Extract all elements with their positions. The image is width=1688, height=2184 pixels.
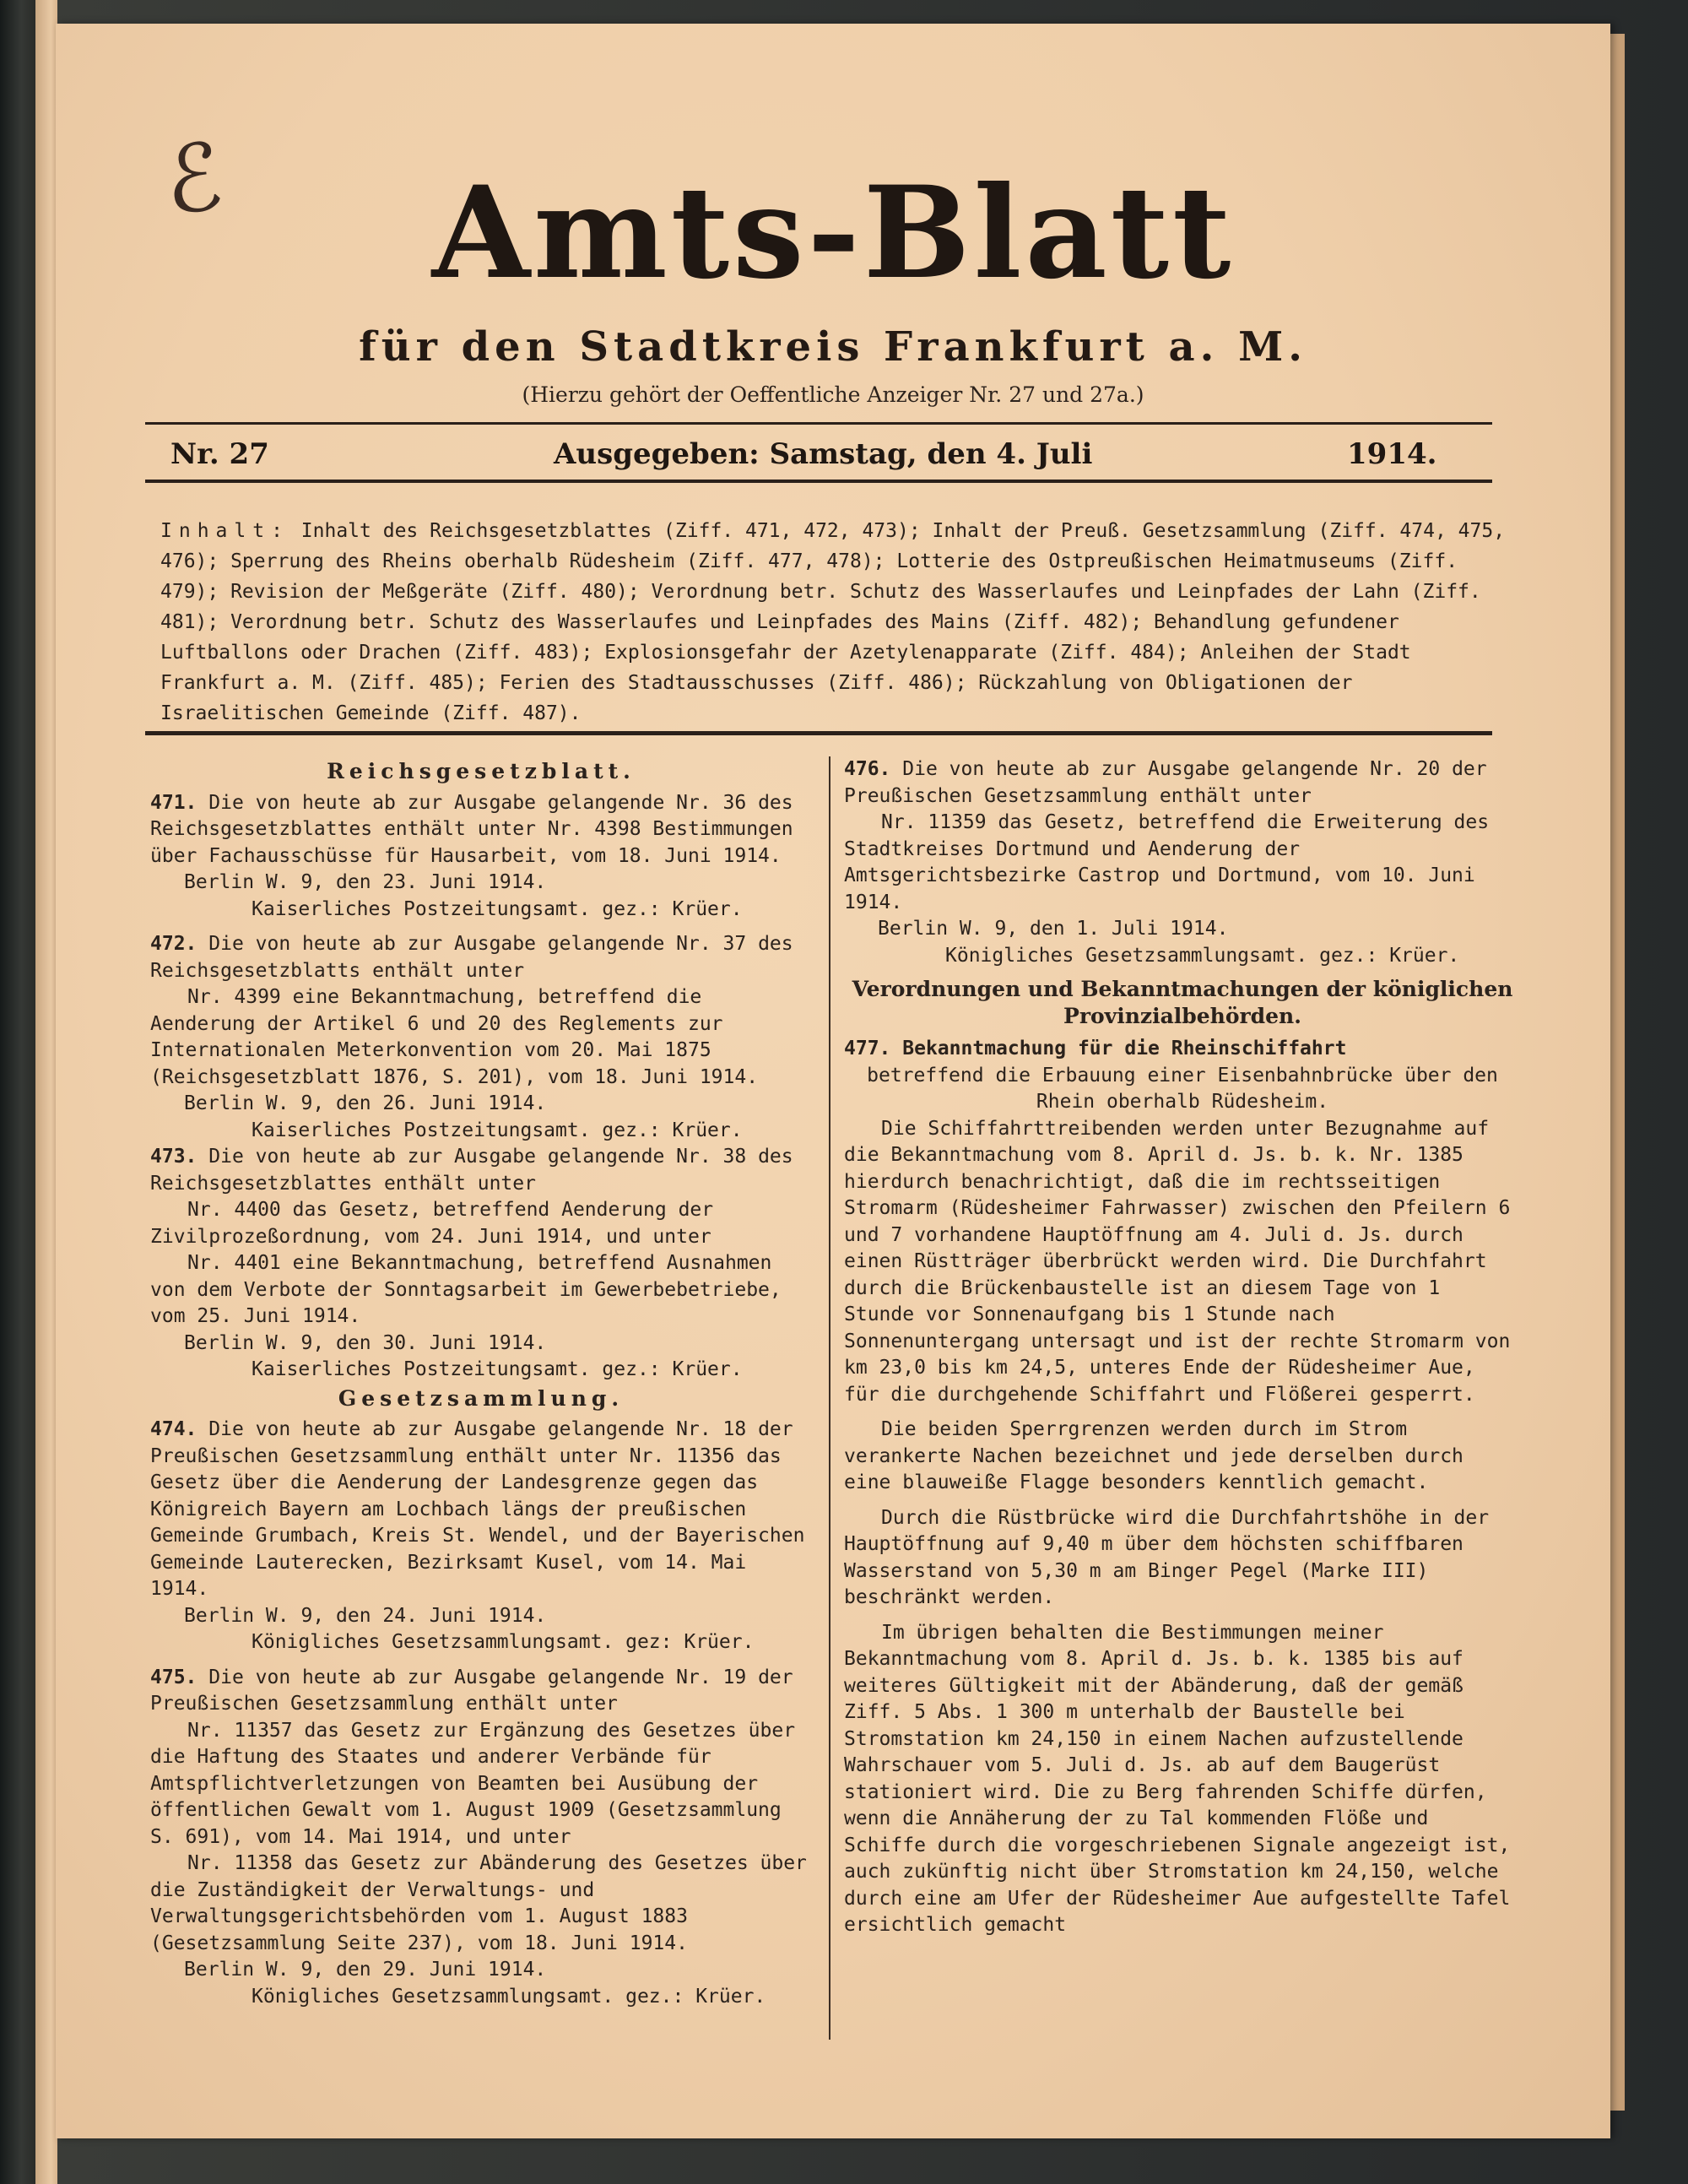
item-text: Die von heute ab zur Ausgabe gelangende Nr. 18 der Preußischen Gesetzsammlung enthält unter Nr. 11356 das Gesetz über die Aenderung der Landesgrenze gegen das Königreich Bayern am Lochbach längs der preußischen Gemeinde Grumbach, Kreis St. Wendel, und der Bayerischen Gemeinde Lauterecken, Bezirksamt Kusel, vom 14. Mai 1914. bbox=[150, 1418, 805, 1600]
item-text: Nr. 4400 das Gesetz, betreffend Aenderung der Zivilprozeßordnung, vom 24. Juni 1914, und unter bbox=[150, 1199, 714, 1248]
item-signature: Kaiserliches Postzeitungsamt. gez.: Krüer. bbox=[252, 897, 743, 920]
item-signature: Kaiserliches Postzeitungsamt. gez.: Krüer. bbox=[252, 1358, 743, 1380]
toc-text: Inhalt des Reichsgesetzblattes (Ziff. 471, 472, 473); Inhalt der Preuß. Gesetzsammlung (Ziff. 474, 475, 476); Sperrung des Rheins oberhalb Rüdesheim (Ziff. 477, 478); Lotterie des Ostpreußischen Heimatmuseums (Ziff. 479); Revision der Meßgeräte (Ziff. 480); Verordnung betr. Schutz des Wasserlaufes und Leinpfades der Lahn (Ziff. 481); Verordnung betr. Schutz des Wasserlaufes und Leinpfades des Mains (Ziff. 482); Behandlung gefundener Luftballons oder Drachen (Ziff. 483); Explosionsgefahr der Azetylenapparate (Ziff. 484); Anleihen der Stadt Frankfurt a. M. (Ziff. 485); Ferien des Stadtausschusses (Ziff. 486); Rückzahlung von Obligationen der Israelitischen Gemeinde (Ziff. 487). bbox=[160, 520, 1506, 724]
item-number: 476. bbox=[844, 758, 891, 780]
right-column bbox=[844, 756, 1521, 1939]
item-text: Die von heute ab zur Ausgabe gelangende Nr. 36 des Reichsgesetzblattes enthält unter Nr. 4398 Bestimmungen über Fachausschüsse für Hausarbeit, vom 18. Juni 1914. bbox=[150, 791, 793, 867]
item-text: Die von heute ab zur Ausgabe gelangende Nr. 37 des Reichsgesetzblatts enthält unter bbox=[150, 933, 793, 982]
item-paragraph: Durch die Rüstbrücke wird die Durchfahrtshöhe in der Hauptöffnung auf 9,40 m über dem höchsten schiffbaren Wasserstand von 5,30 m am Binger Pegel (Marke III) beschränkt werden. bbox=[844, 1506, 1490, 1608]
handwritten-mark: ℰ bbox=[160, 122, 228, 236]
column-divider bbox=[829, 756, 830, 2040]
item-number: 475. bbox=[150, 1666, 197, 1688]
item-place: Berlin W. 9, den 24. Juni 1914. bbox=[184, 1604, 547, 1627]
masthead-note: (Hierzu gehört der Oeffentliche Anzeiger Nr. 27 und 27a.) bbox=[522, 382, 1144, 407]
item-place: Berlin W. 9, den 26. Juni 1914. bbox=[184, 1092, 547, 1114]
toc-label: Inhalt: bbox=[160, 520, 289, 542]
item-text: Nr. 11358 das Gesetz zur Abänderung des Gesetzes über die Zuständigkeit der Verwaltungs- und Verwaltungsgerichtsbehörden vom 1. August 1883 (Gesetzsammlung Seite 237), vom 18. Juni 1914. bbox=[150, 1852, 807, 1954]
item-number: 472. bbox=[150, 933, 197, 955]
book-spine bbox=[0, 0, 35, 2184]
item-place: Berlin W. 9, den 30. Juni 1914. bbox=[184, 1331, 547, 1354]
item-signature: Kaiserliches Postzeitungsamt. gez.: Krüer. bbox=[252, 1119, 743, 1141]
item-paragraph: Die Schiffahrttreibenden werden unter Bezugnahme auf die Bekanntmachung vom 8. April d. Js. b. k. Nr. 1385 hierdurch benachrichtigt, daß die im rechtsseitigen Stromarm (Rüdesheimer Fahrwasser) zwischen den Pfeilern 6 und 7 vorhandene Hauptöffnung am 4. Juli d. Js. durch einen Rüstträger überbrückt werden wird. Die Durchfahrt durch die Brückenbaustelle ist an diesem Tage von 1 Stunde vor Sonnenaufgang bis 1 Stunde nach Sonnenuntergang untersagt und ist der rechte Stromarm von km 23,0 bis km 24,5, unteres Ende der Rüdesheimer Aue, für die durchgehende Schiffahrt und Flößerei gesperrt. bbox=[844, 1117, 1511, 1406]
rule-toc-bottom bbox=[145, 731, 1492, 735]
masthead-title: Amts-Blatt bbox=[431, 159, 1235, 307]
item-subtitle: betreffend die Erbauung einer Eisenbahnbrücke über den Rhein oberhalb Rüdesheim. bbox=[867, 1064, 1498, 1113]
item-place: Berlin W. 9, den 29. Juni 1914. bbox=[184, 1959, 547, 1981]
page-edge-left bbox=[35, 0, 57, 2184]
rule-top bbox=[145, 422, 1492, 425]
item-number: 473. bbox=[150, 1146, 197, 1168]
item-text: Nr. 4401 eine Bekanntmachung, betreffend Ausnahmen von dem Verbote der Sonntagsarbeit im Gewerbebetriebe, vom 25. Juni 1914. bbox=[150, 1252, 782, 1327]
item-number: 474. bbox=[150, 1418, 197, 1440]
issue-year: 1914. bbox=[1347, 437, 1437, 471]
section-heading: Verordnungen und Bekanntmachungen der königlichen Provinzialbehörden. bbox=[852, 977, 1513, 1028]
item-number: 477. bbox=[844, 1038, 891, 1059]
item-title: Bekanntmachung für die Rheinschiffahrt bbox=[902, 1038, 1347, 1059]
item-text: Die von heute ab zur Ausgabe gelangende Nr. 20 der Preußischen Gesetzsammlung enthält unter bbox=[844, 758, 1487, 807]
issue-date: Ausgegeben: Samstag, den 4. Juli bbox=[554, 437, 1093, 471]
item-text: Die von heute ab zur Ausgabe gelangende Nr. 19 der Preußischen Gesetzsammlung enthält unter bbox=[150, 1666, 793, 1715]
item-place: Berlin W. 9, den 1. Juli 1914. bbox=[878, 918, 1229, 940]
item-text: Die von heute ab zur Ausgabe gelangende Nr. 38 des Reichsgesetzblattes enthält unter bbox=[150, 1146, 793, 1195]
item-place: Berlin W. 9, den 23. Juni 1914. bbox=[184, 871, 547, 893]
item-text: Nr. 11357 das Gesetz zur Ergänzung des Gesetzes über die Haftung des Staates und anderer Verbände für Amtspflichtverletzungen von Beamten bei Ausübung der öffentlichen Gewalt vom 1. August 1909 (Gesetzsammlung S. 691), vom 14. Mai 1914, und unter bbox=[150, 1719, 796, 1848]
section-heading: Reichsgesetzblatt. bbox=[327, 759, 636, 783]
item-text: Nr. 11359 das Gesetz, betreffend die Erweiterung des Stadtkreises Dortmund und Aenderung der Amtsgerichtsbezirke Castrop und Dortmund, vom 10. Juni 1914. bbox=[844, 811, 1490, 913]
item-paragraph: Die beiden Sperrgrenzen werden durch im Strom verankerte Nachen bezeichnet und jede derselben durch eine blauweiße Flagge besonders kenntlich gemacht. bbox=[844, 1418, 1463, 1493]
section-heading: Gesetzsammlung. bbox=[338, 1385, 625, 1411]
item-number: 471. bbox=[150, 791, 197, 814]
rule-header-bottom bbox=[145, 480, 1492, 483]
item-signature: Königliches Gesetzsammlungsamt. gez.: Krüer. bbox=[252, 1985, 766, 2008]
table-of-contents bbox=[160, 516, 1511, 729]
item-paragraph: Im übrigen behalten die Bestimmungen meiner Bekanntmachung vom 8. April d. Js. b. k. 1385 bis auf weiteres Gültigkeit mit der Abänderung, daß der gemäß Ziff. 5 Abs. 1 300 m unterhalb der Baustelle bei Stromstation km 24,150 in einem Nachen aufzustellende Wahrschauer vom 5. Juli d. Js. ab auf dem Baugerüst stationiert wird. Die zu Berg fahrenden Schiffe dürfen, wenn die Annäherung der zu Tal kommenden Flöße und Schiffe durch die vorgeschriebenen Signale angezeigt ist, auch zukünftig nicht über Stromstation km 24,150, welche durch eine am Ufer der Rüdesheimer Aue aufgestellte Tafel ersichtlich gemacht bbox=[844, 1621, 1511, 1936]
left-column bbox=[150, 756, 812, 2010]
document-page bbox=[56, 24, 1610, 2138]
masthead-subtitle: für den Stadtkreis Frankfurt a. M. bbox=[359, 323, 1307, 371]
item-signature: Königliches Gesetzsammlungsamt. gez.: Krüer. bbox=[945, 944, 1460, 967]
issue-number: Nr. 27 bbox=[170, 437, 269, 471]
item-signature: Königliches Gesetzsammlungsamt. gez: Krüer. bbox=[252, 1631, 755, 1653]
item-text: Nr. 4399 eine Bekanntmachung, betreffend die Aenderung der Artikel 6 und 20 des Reglements zur Internationalen Meterkonvention vom 20. Mai 1875 (Reichsgesetzblatt 1876, S. 201), vom 18. Juni 1914. bbox=[150, 986, 759, 1088]
